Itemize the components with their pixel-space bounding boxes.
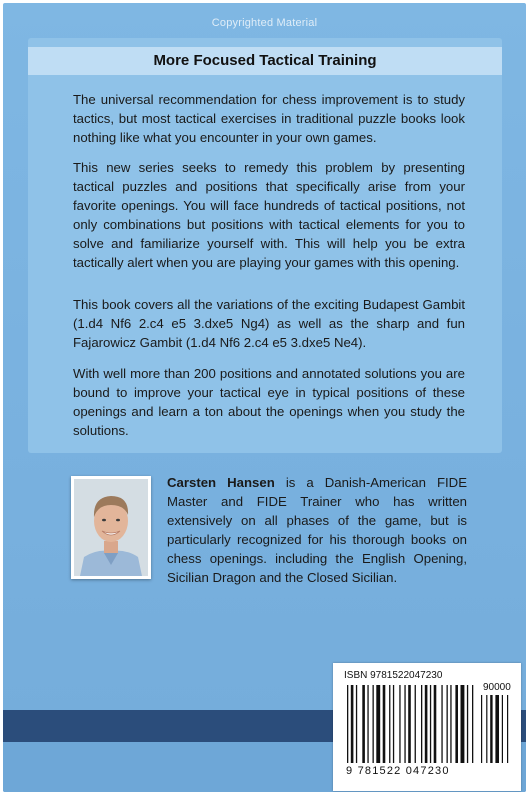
barcode-bar xyxy=(450,685,451,763)
barcode-bar xyxy=(472,685,473,763)
barcode-bar xyxy=(367,685,368,763)
author-bio-text: is a Danish-American FIDE Master and FIDE Trainer who has written extensively on all phases of the game, but is particularly recognized for his thorough books on chess openings. including the English Opening, Sicilian Dragon and the Closed Sicilian. xyxy=(167,475,467,585)
barcode-bar xyxy=(467,685,468,763)
barcode-bar xyxy=(415,685,416,763)
barcode-bar xyxy=(399,685,400,763)
barcode-addon-bar xyxy=(490,695,492,763)
barcode-bar xyxy=(404,685,405,763)
barcode-addon-bar xyxy=(502,695,503,763)
author-portrait-image xyxy=(74,479,148,576)
book-back-cover xyxy=(3,3,526,792)
barcode-bar xyxy=(373,685,374,763)
barcode-bar xyxy=(441,685,442,763)
description-paragraph-1: The universal recommendation for chess improvement is to study tactics, but most tactical exercises in traditional puzzle books look nothing like what you encounter in your own games. xyxy=(73,92,465,145)
price-code: 90000 xyxy=(483,682,511,693)
author-bio xyxy=(167,473,467,587)
description-paragraph-4: With well more than 200 positions and annotated solutions you are bound to improve your tactical eye in typical positions of these openings and learn a ton about the openings when you study the solutions. xyxy=(73,366,465,438)
barcode-bar xyxy=(383,685,386,763)
barcode-bar xyxy=(447,685,448,763)
isbn-label: ISBN 9781522047230 xyxy=(344,670,443,681)
barcode-bar xyxy=(430,685,431,763)
barcode-bar xyxy=(461,685,465,763)
barcode-bar xyxy=(421,685,422,763)
description-paragraph-3: This book covers all the variations of the exciting Budapest Gambit (1.d4 Nf6 2.c4 e5 3.dxe5 Ng4) as well as the sharp and fun Fajarowicz Gambit (1.d4 Nf6 2.c4 e5 3.dxe5 Ne4). xyxy=(73,297,465,350)
barcode-bar xyxy=(455,685,458,763)
watermark: Copyrighted Material xyxy=(211,17,318,29)
barcode-bar xyxy=(356,685,357,763)
ean-digits: 9 781522 047230 xyxy=(346,765,450,777)
barcode-bar xyxy=(425,685,428,763)
barcode-addon-bar xyxy=(481,695,482,763)
barcode-bar xyxy=(376,685,380,763)
barcode-bar xyxy=(434,685,437,763)
barcode-addon-bar xyxy=(495,695,499,763)
barcode-bar xyxy=(393,685,394,763)
barcode-addon-bar xyxy=(507,695,508,763)
barcode-bar xyxy=(389,685,390,763)
barcode-bar xyxy=(351,685,354,763)
barcode-bar xyxy=(362,685,365,763)
cover-title: More Focused Tactical Training xyxy=(153,52,377,69)
author-name: Carsten Hansen xyxy=(167,475,275,490)
barcode-bar xyxy=(347,685,348,763)
description-paragraph-2: This new series seeks to remedy this problem by presenting tactical puzzles and positions that specifically arise from your favorite openings. You will face hundreds of tactical positions, not only combinations but positions with tactical elements for you to solve and familiarize yourself with. This will help you be extra tactically alert when you are playing your games with this opening. xyxy=(73,160,465,270)
barcode-addon-bar xyxy=(486,695,487,763)
barcode-bar xyxy=(408,685,411,763)
author-photo xyxy=(71,476,151,579)
